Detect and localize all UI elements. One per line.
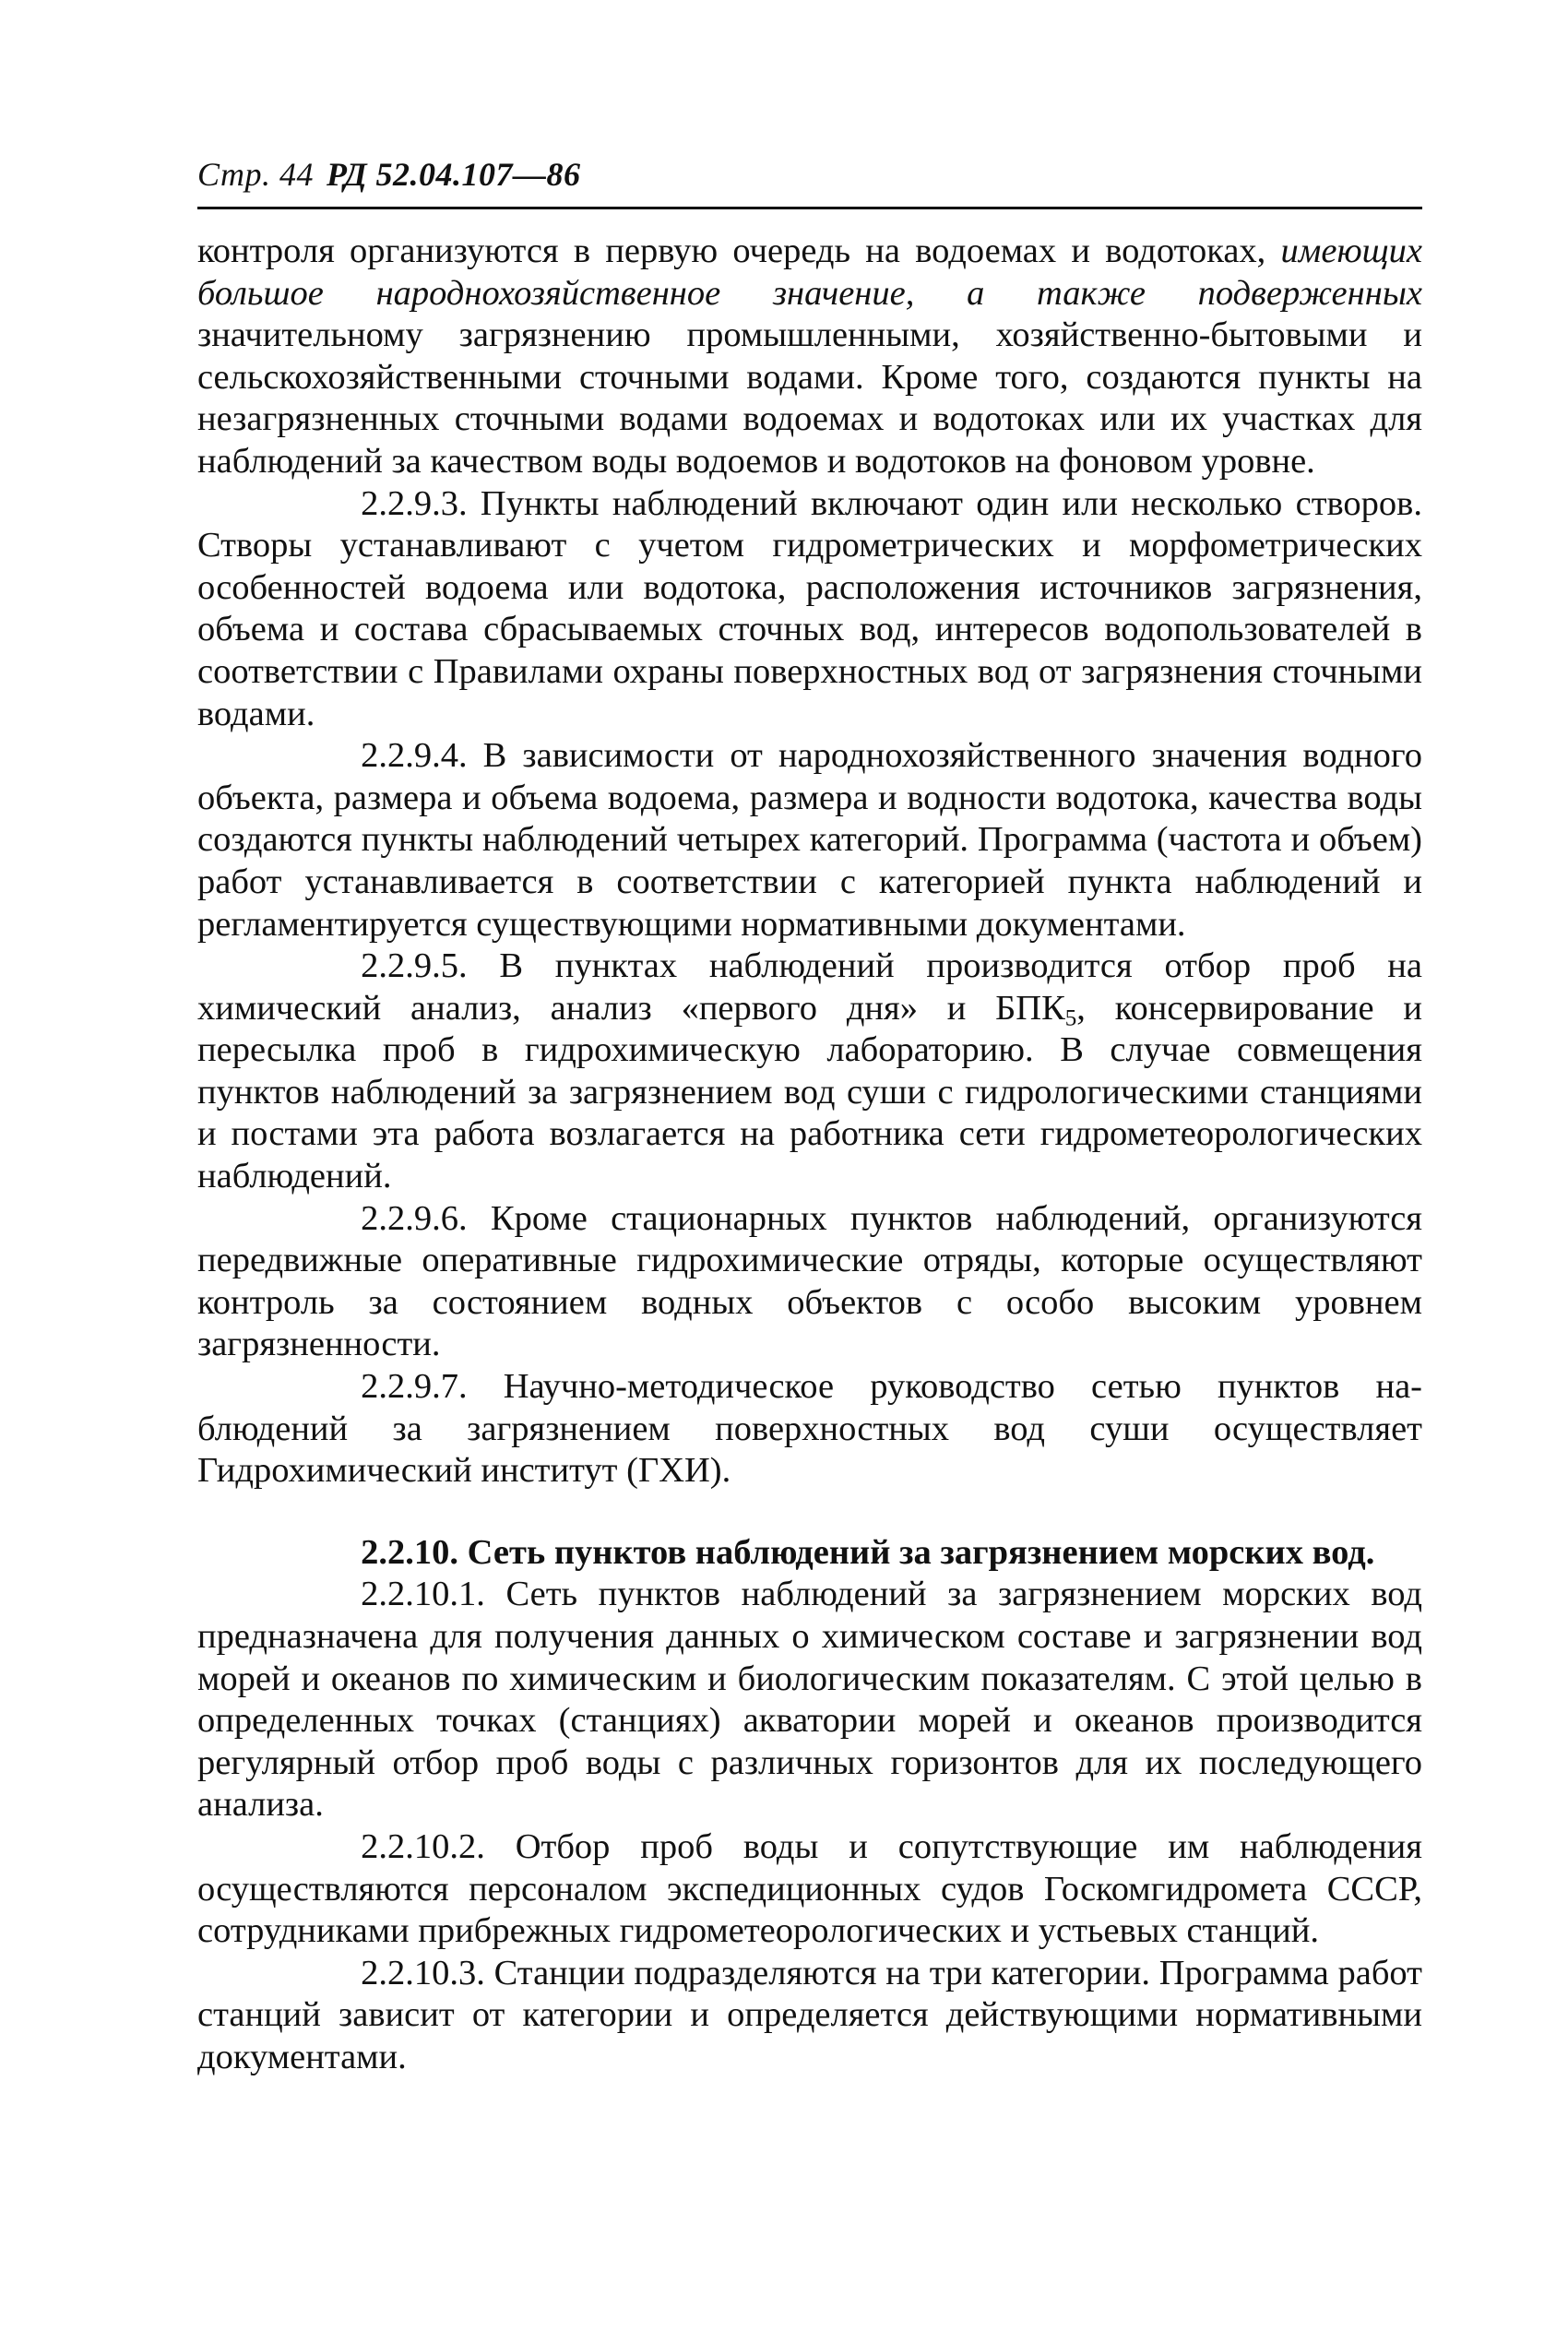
paragraph-2-2-10-2: 2.2.10.2. Отбор проб воды и сопутствующие им наблюдения осуществляются персоналом экспедиционных судов Госкомгидромета СССР, сотрудниками прибрежных гидрометеорологических и устьевых станций. <box>197 1826 1422 1951</box>
paragraph-2-2-9-3: 2.2.9.3. Пункты наблюдений включают один или несколько створов. Створы устанавливают с учетом гидрометрических и морфометрических особенностей водоема или водотока, расположения источников загрязнения, объема и состава сбрасываемых сточных вод, интересов водопользователей в соответствии с Правилами охраны поверхностных вод от загрязнения сточными водами. <box>197 483 1422 733</box>
header-divider <box>197 207 1422 209</box>
section-heading-2-2-10: 2.2.10. Сеть пунктов наблюдений за загрязнением морских вод. <box>361 1532 1375 1572</box>
paragraph-2-2-9-5: 2.2.9.5. В пунктах наблюдений производится отбор проб на химический анализ, анализ «первого дня» и $БПК_5$, консервирование и пересылка проб в гидрохимическую лабораторию. В случае совмещения пунктов наблюдений за загрязнением вод суши с гидрологическими станциями и постами эта работа возлагается на работника сети гидрометеорологических наблюдений. <box>197 946 1422 1196</box>
paragraph-2-2-10-3: 2.2.10.3. Станции подразделяются на три категории. Программа работ станций зависит от категории и определяется действующими нормативными документами. <box>197 1953 1422 2076</box>
document-code: РД 52.04.107—86 <box>327 156 581 193</box>
paragraph-2-2-9-6: 2.2.9.6. Кроме стационарных пунктов наблюдений, организуются передвижные оперативные гидрохимические отряды, которые осуществляют контроль за состоянием водных объектов с особо высоким уровнем загрязненности. <box>197 1198 1422 1364</box>
paragraph-2-2-9-7: 2.2.9.7. Научно-методическое руководство сетью пунктов наблюдений за загрязнением поверхностных вод суши осуществляет Гидрохимический институт (ГХИ). <box>197 1367 1422 1491</box>
paragraph-2-2-10-1: 2.2.10.1. Сеть пунктов наблюдений за загрязнением морских вод предназначена для получения данных о химическом составе и загрязнении вод морей и океанов по химическим и биологическим показателям. С этой целью в определенных точках (станциях) акватории морей и океанов производится регулярный отбор проб воды с различных горизонтов для их последующего анализа. <box>197 1575 1422 1825</box>
paragraph-2-2-9-4: 2.2.9.4. В зависимости от народнохозяйственного значения водного объекта, размера и объема водоема, размера и водности водотока, качества воды создаются пункты наблюдений четырех категорий. Программа (частота и объем) работ устанавливается в соответствии с категорией пункта наблюдений и регламентируется существующими нормативными документами. <box>197 736 1422 944</box>
subscript: 5 <box>1064 1005 1077 1030</box>
emphasized-text: имеющих большое народнохозяйственное значение, а также подверженных <box>197 232 1422 313</box>
page-number-label: Стр. 44 <box>197 156 315 193</box>
paragraph-continuation: контроля организуются в первую очередь на водоемах и водотоках, имеющих большое народнохозяйственное значение, а также подверженных значительному загрязнению промышленными, хозяйственно-бытовыми и сельскохозяйственными сточными водами. Кроме того, создаются пункты на незагрязненных сточными водами водоемах и водотоках или их участках для наблюдений за качеством воды водоемов и водотоков на фоновом уровне. <box>197 232 1422 481</box>
document-body <box>197 231 1422 2079</box>
page-header <box>197 155 581 194</box>
